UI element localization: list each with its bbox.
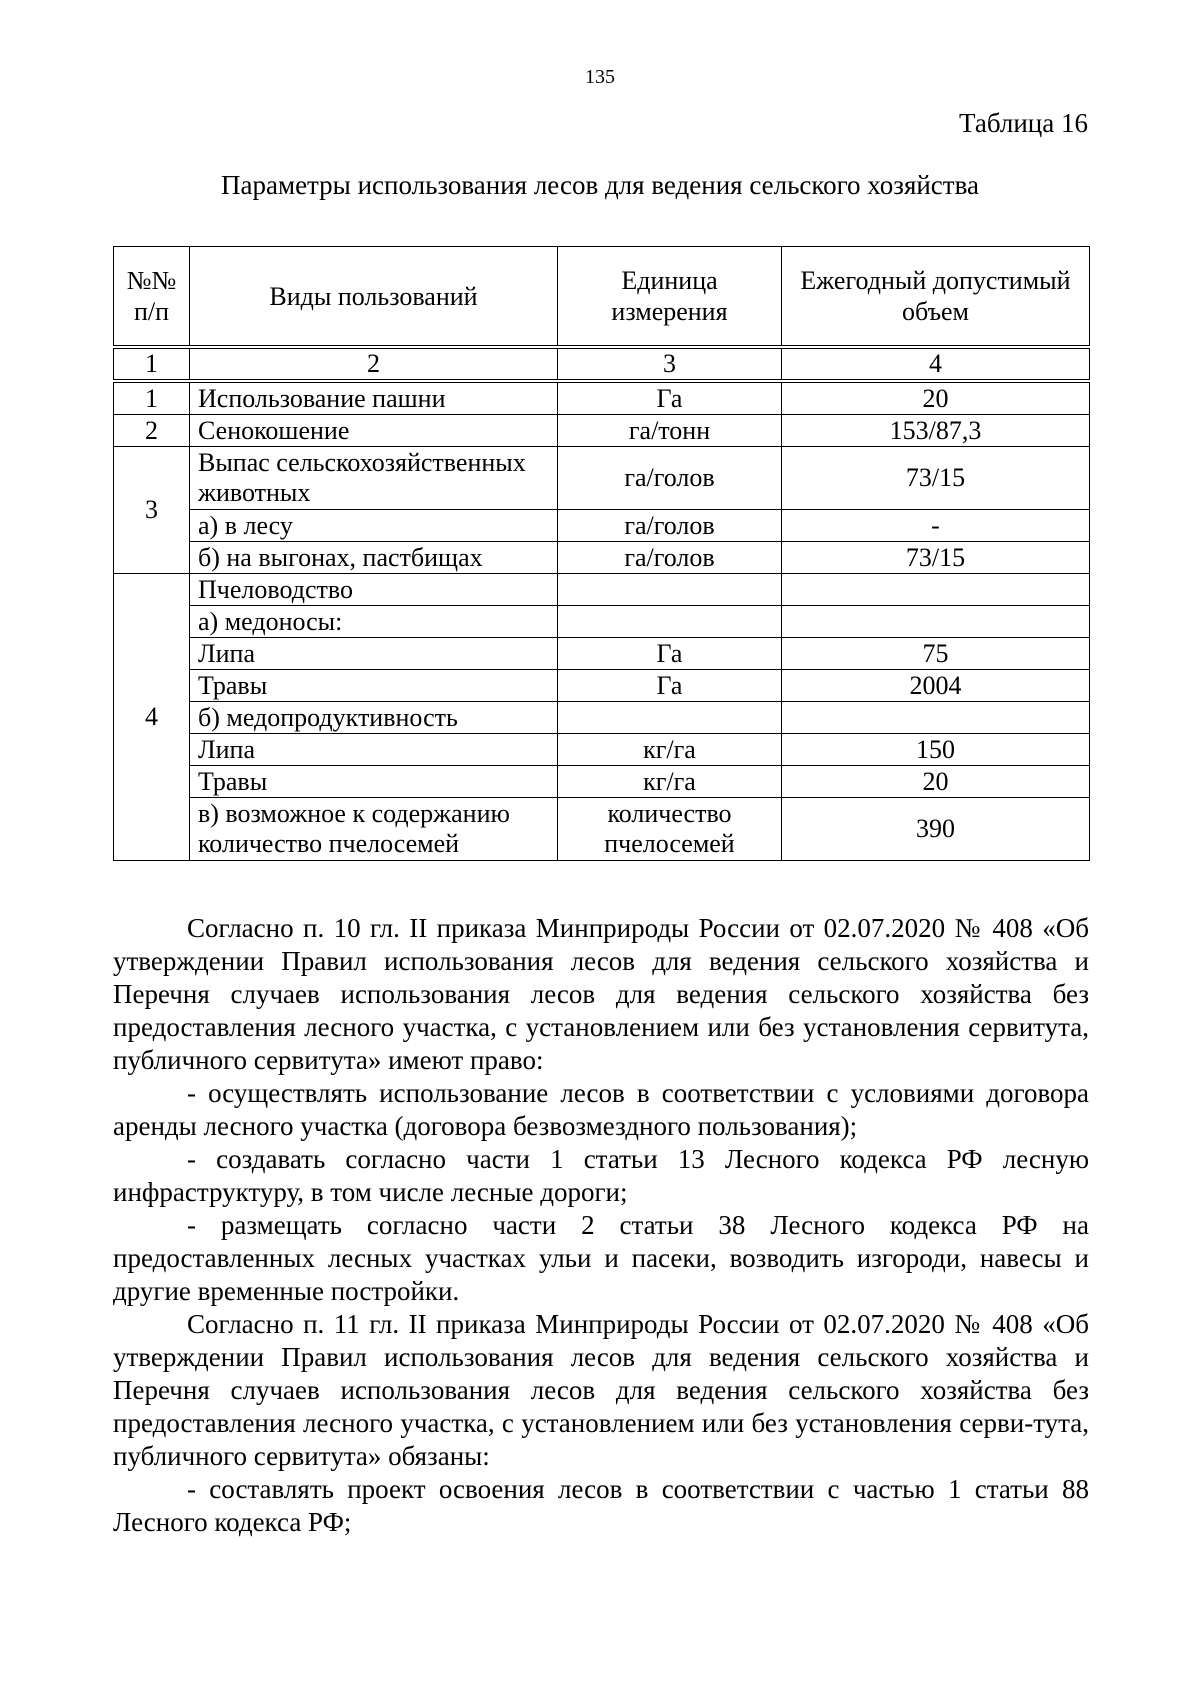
table-header-row [114,247,1090,348]
usage-type: в) возможное к содержанию количество пчелосемей [190,798,558,861]
table-label: Таблица 16 [959,108,1088,138]
unit: га/голов [558,510,782,542]
row-number: 2 [114,415,190,447]
usage-type: Сенокошение [190,415,558,447]
annual-volume: - [782,510,1090,542]
unit: Га [558,638,782,670]
table-row [114,702,1090,734]
unit: Га [558,381,782,415]
table-row [114,574,1090,606]
table-row [114,670,1090,702]
paragraph: - создавать согласно части 1 статьи 13 Лесного кодекса РФ лесную инфраструктуру, в том числе лесные дороги; [113,1144,1089,1207]
usage-type: а) медоносы: [190,606,558,638]
usage-type: Выпас сельскохозяйственных животных [190,447,558,510]
header-cell-usage-type: Виды пользований [190,247,558,348]
unit: кг/га [558,734,782,766]
table-row [114,798,1090,861]
table-row [114,734,1090,766]
row-number: 4 [114,574,190,861]
paragraph: - осуществлять использование лесов в соответствии с условиями договора аренды лесного участка (договора безвозмездного пользования); [113,1078,1089,1141]
annual-volume: 390 [782,798,1090,861]
row-number: 1 [114,381,190,415]
table-title: Параметры использования лесов для ведения сельского хозяйства [221,170,979,200]
paragraph: - размещать согласно части 2 статьи 38 Лесного кодекса РФ на предоставленных лесных участках ульи и пасеки, возводить изгороди, навесы и другие временные постройки. [113,1210,1089,1306]
annual-volume [782,702,1090,734]
unit [558,702,782,734]
column-number: 2 [190,347,558,381]
column-number: 3 [558,347,782,381]
usage-type: Липа [190,638,558,670]
usage-type: а) в лесу [190,510,558,542]
unit: га/голов [558,447,782,510]
annual-volume: 75 [782,638,1090,670]
table-row [114,510,1090,542]
column-number: 1 [114,347,190,381]
annual-volume: 150 [782,734,1090,766]
paragraph: Согласно п. 11 гл. II приказа Минприроды России от 02.07.2020 № 408 «Об утверждении Правил использования лесов для ведения сельского хозяйства и Перечня случаев использования лесов для ведения сельского хозяйства без предоставления лесного участка, с установлением или без установления серви-тута, публичного сервитута» обязаны: [113,1309,1089,1471]
annual-volume: 73/15 [782,542,1090,574]
unit: Га [558,670,782,702]
annual-volume [782,606,1090,638]
annual-volume: 2004 [782,670,1090,702]
unit: кг/га [558,766,782,798]
unit [558,574,782,606]
table-row [114,638,1090,670]
parameters-table [113,246,1090,861]
paragraph: Согласно п. 10 гл. II приказа Минприроды России от 02.07.2020 № 408 «Об утверждении Правил использования лесов для ведения сельского хозяйства и Перечня случаев использования лесов для ведения сельского хозяйства без предоставления лесного участка, с установлением или без установления сервитута, публичного сервитута» имеют право: [113,913,1089,1075]
header-cell-number: №№ п/п [114,247,190,348]
column-number-row [114,347,1090,381]
annual-volume: 20 [782,766,1090,798]
annual-volume: 20 [782,381,1090,415]
usage-type: Использование пашни [190,381,558,415]
table-row [114,766,1090,798]
header-cell-annual-volume: Ежегодный допустимый объем [782,247,1090,348]
usage-type: Пчеловодство [190,574,558,606]
annual-volume: 73/15 [782,447,1090,510]
body-text [113,912,1089,1539]
table-row [114,447,1090,510]
paragraph: - составлять проект освоения лесов в соответствии с частью 1 статьи 88 Лесного кодекса РФ; [113,1474,1089,1537]
table-row [114,381,1090,415]
page-number: 135 [585,66,615,88]
annual-volume: 153/87,3 [782,415,1090,447]
table-row [114,606,1090,638]
table-row [114,542,1090,574]
unit [558,606,782,638]
unit: га/голов [558,542,782,574]
usage-type: б) на выгонах, пастбищах [190,542,558,574]
table-row [114,415,1090,447]
usage-type: Травы [190,766,558,798]
usage-type: б) медопродуктивность [190,702,558,734]
usage-type: Травы [190,670,558,702]
column-number: 4 [782,347,1090,381]
unit: га/тонн [558,415,782,447]
usage-type: Липа [190,734,558,766]
unit: количество пчелосемей [558,798,782,861]
row-number: 3 [114,447,190,574]
annual-volume [782,574,1090,606]
header-cell-unit: Единица измерения [558,247,782,348]
